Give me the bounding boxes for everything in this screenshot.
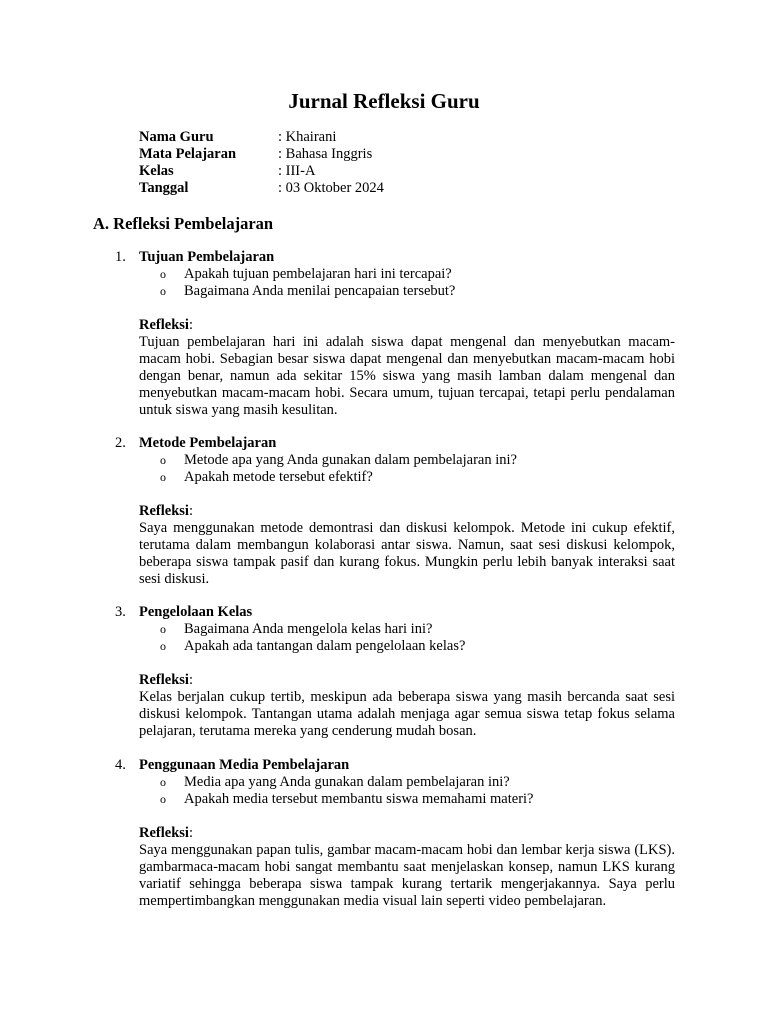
question-item [115, 774, 675, 791]
reflection-item-4 [115, 757, 675, 910]
reflection-item-3 [115, 604, 675, 740]
reflection-label-text: Refleksi [139, 672, 189, 688]
question-item [115, 283, 675, 300]
item-number: 4. [115, 757, 126, 773]
question-text: Apakah ada tantangan dalam pengelolaan kelas? [184, 638, 466, 654]
question-text: Apakah metode tersebut efektif? [184, 469, 373, 485]
reflection-block [139, 503, 675, 588]
reflection-label [139, 503, 675, 520]
reflection-text: Saya menggunakan metode demontrasi dan diskusi kelompok. Metode ini cukup efektif, terutama dalam membangun kolaborasi antar siswa. Namun, saat sesi diskusi kelompok, beberapa siswa tampak pasif dan kurang fokus. Mungkin perlu lebih banyak interaksi saat sesi diskusi. [139, 520, 675, 587]
question-item [115, 621, 675, 638]
question-item [115, 452, 675, 469]
page-title: Jurnal Refleksi Guru [288, 89, 480, 113]
bullet-icon: o [160, 639, 166, 653]
item-number: 2. [115, 435, 126, 451]
info-value: : III-A [278, 163, 316, 179]
question-text: Bagaimana Anda mengelola kelas hari ini? [184, 621, 433, 637]
info-label: Tanggal [139, 180, 189, 196]
reflection-label-text: Refleksi [139, 825, 189, 841]
reflection-item-2 [115, 435, 675, 588]
info-label: Mata Pelajaran [139, 146, 237, 162]
item-title: Penggunaan Media Pembelajaran [139, 757, 350, 773]
item-heading [115, 249, 675, 266]
item-heading [115, 435, 675, 452]
item-number: 3. [115, 604, 126, 620]
info-value: : Bahasa Inggris [278, 146, 373, 162]
bullet-icon: o [160, 775, 166, 789]
reflection-text: Kelas berjalan cukup tertib, meskipun ada beberapa siswa yang masih bercanda saat sesi diskusi kelompok. Tantangan utama adalah menjaga agar semua siswa tetap fokus selama pelajaran, terutama mereka yang cenderung mudah bosan. [139, 689, 675, 739]
question-item [115, 266, 675, 283]
reflection-label-colon: : [188, 317, 193, 333]
info-label: Kelas [139, 163, 174, 179]
reflection-label [139, 317, 675, 334]
item-heading [115, 757, 675, 774]
question-item [115, 638, 675, 655]
reflection-item-1 [115, 249, 675, 419]
question-item [115, 791, 675, 808]
info-row-date [139, 180, 384, 197]
question-list [115, 774, 675, 808]
question-text: Media apa yang Anda gunakan dalam pembelajaran ini? [184, 774, 510, 790]
item-heading [115, 604, 675, 621]
reflection-label-colon: : [188, 503, 193, 519]
reflection-label-colon: : [188, 672, 193, 688]
item-title: Tujuan Pembelajaran [139, 249, 275, 265]
reflection-block [139, 672, 675, 740]
reflection-label-colon: : [188, 825, 193, 841]
item-title: Pengelolaan Kelas [139, 604, 253, 620]
teacher-info [139, 129, 384, 197]
question-text: Apakah media tersebut membantu siswa memahami materi? [184, 791, 534, 807]
reflection-label-text: Refleksi [139, 317, 189, 333]
question-text: Apakah tujuan pembelajaran hari ini tercapai? [184, 266, 452, 282]
info-row-subject [139, 146, 384, 163]
bullet-icon: o [160, 622, 166, 636]
bullet-icon: o [160, 470, 166, 484]
info-row-class [139, 163, 384, 180]
info-value: : Khairani [278, 129, 337, 145]
question-list [115, 452, 675, 486]
bullet-icon: o [160, 453, 166, 467]
info-value: : 03 Oktober 2024 [278, 180, 384, 196]
bullet-icon: o [160, 284, 166, 298]
bullet-icon: o [160, 792, 166, 806]
item-title: Metode Pembelajaran [139, 435, 277, 451]
question-text: Bagaimana Anda menilai pencapaian tersebut? [184, 283, 456, 299]
item-number: 1. [115, 249, 126, 265]
question-text: Metode apa yang Anda gunakan dalam pembelajaran ini? [184, 452, 517, 468]
question-list [115, 621, 675, 655]
reflection-text: Tujuan pembelajaran hari ini adalah siswa dapat mengenal dan menyebutkan macam-macam hobi. Sebagian besar siswa dapat mengenal dan menyebutkan macam-macam hobi dengan benar, namun ada sekitar 15% siswa yang masih lamban dalam mengenal dan menyebutkan macam-macam hobi. Secara umum, tujuan tercapai, tetapi perlu pendalaman untuk siswa yang masih kesulitan. [139, 334, 675, 418]
reflection-label-text: Refleksi [139, 503, 189, 519]
question-item [115, 469, 675, 486]
info-row-teacher [139, 129, 384, 146]
question-list [115, 266, 675, 300]
reflection-label [139, 825, 675, 842]
reflection-text: Saya menggunakan papan tulis, gambar macam-macam hobi dan lembar kerja siswa (LKS). gambarmaca-macam hobi sangat membantu saat menjelaskan konsep, namun LKS kurang variatif sehingga beberapa siswa tampak kurang tertarik mengerjakannya. Saya perlu mempertimbangkan menggunakan media visual lain seperti video pembelajaran. [139, 842, 675, 909]
reflection-block [139, 825, 675, 910]
bullet-icon: o [160, 267, 166, 281]
reflection-block [139, 317, 675, 419]
section-heading: A. Refleksi Pembelajaran [93, 214, 274, 233]
info-label: Nama Guru [139, 129, 214, 145]
reflection-label [139, 672, 675, 689]
